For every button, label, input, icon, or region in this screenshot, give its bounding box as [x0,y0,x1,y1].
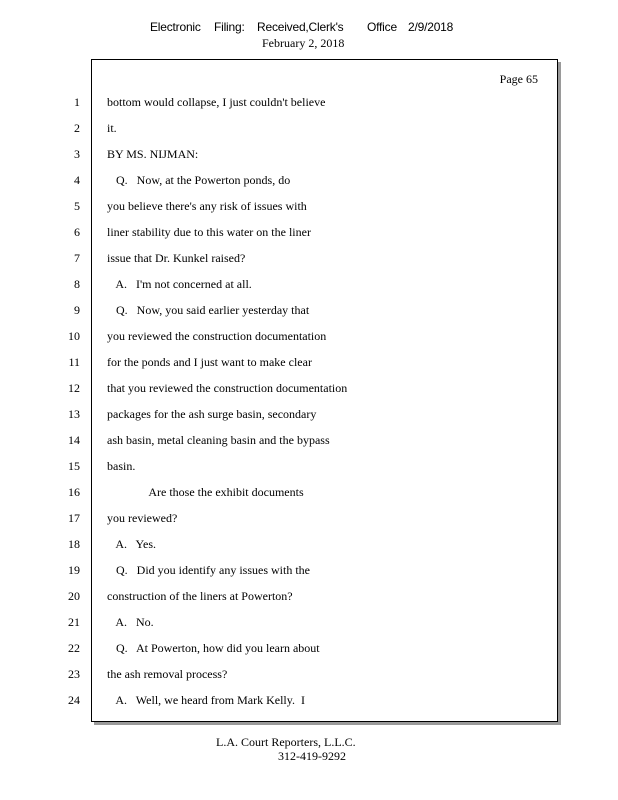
line-text: Q. Now, at the Powerton ponds, do [107,173,291,187]
line-text: that you reviewed the construction documentation [107,381,348,395]
transcript-line [0,276,618,292]
stamp-word: Filing: [214,20,245,34]
line-number: 15 [68,459,80,473]
line-text: A. Well, we heard from Mark Kelly. I [107,693,305,707]
transcript-line [0,302,618,318]
page-number: Page 65 [499,72,538,86]
line-number: 14 [68,433,80,447]
transcript-line [0,536,618,552]
line-text: A. Yes. [107,537,157,551]
transcript-line [0,198,618,214]
line-number: 8 [74,277,80,291]
transcript-line [0,692,618,708]
line-text: you believe there's any risk of issues with [107,199,307,213]
line-text: Are those the exhibit documents [107,485,304,499]
line-number: 4 [74,173,80,187]
line-number: 19 [68,563,80,577]
line-text: Q. Did you identify any issues with the [107,563,310,577]
line-text: Q. At Powerton, how did you learn about [107,641,320,655]
line-text: bottom would collapse, I just couldn't believe [107,95,326,109]
stamp-word: Received,Clerk's [257,20,344,34]
transcript-line [0,588,618,604]
line-number: 12 [68,381,80,395]
transcript-line [0,562,618,578]
reporter-firm: L.A. Court Reporters, L.L.C. [216,735,356,749]
transcript-line [0,484,618,500]
electronic-filing-stamp [0,20,618,36]
line-text: you reviewed the construction documentation [107,329,327,343]
line-text: issue that Dr. Kunkel raised? [107,251,246,265]
transcript-line [0,120,618,136]
transcript-line [0,666,618,682]
transcript-line [0,640,618,656]
stamp-word: Electronic [150,20,201,34]
line-text: construction of the liners at Powerton? [107,589,293,603]
line-number: 22 [68,641,80,655]
line-number: 3 [74,147,80,161]
reporter-phone: 312-419-9292 [278,749,346,763]
line-number: 11 [68,355,80,369]
stamp-date: 2/9/2018 [408,20,454,34]
line-number: 1 [74,95,80,109]
transcript-line [0,380,618,396]
transcript-line [0,614,618,630]
line-text: A. I'm not concerned at all. [107,277,252,291]
line-number: 5 [74,199,80,213]
line-text: packages for the ash surge basin, secondary [107,407,317,421]
line-number: 21 [68,615,80,629]
filed-date: February 2, 2018 [262,36,345,50]
line-number: 9 [74,303,80,317]
line-text: A. No. [107,615,154,629]
transcript-line [0,146,618,162]
transcript-line [0,172,618,188]
transcript-line [0,94,618,110]
line-number: 2 [74,121,80,135]
line-text: BY MS. NIJMAN: [107,147,199,161]
transcript-line [0,354,618,370]
line-text: it. [107,121,117,135]
line-number: 18 [68,537,80,551]
line-text: liner stability due to this water on the liner [107,225,311,239]
line-number: 7 [74,251,80,265]
transcript-line [0,328,618,344]
line-number: 16 [68,485,80,499]
line-number: 6 [74,225,80,239]
line-text: Q. Now, you said earlier yesterday that [107,303,310,317]
line-text: the ash removal process? [107,667,228,681]
line-number: 17 [68,511,80,525]
line-number: 10 [68,329,80,343]
transcript-line [0,432,618,448]
line-text: you reviewed? [107,511,178,525]
transcript-line [0,224,618,240]
line-number: 20 [68,589,80,603]
stamp-word: Office [367,20,397,34]
transcript-line [0,510,618,526]
line-number: 24 [68,693,80,707]
line-text: basin. [107,459,136,473]
line-number: 23 [68,667,80,681]
transcript-line [0,406,618,422]
line-number: 13 [68,407,80,421]
transcript-line [0,458,618,474]
line-text: ash basin, metal cleaning basin and the bypass [107,433,330,447]
transcript-line [0,250,618,266]
line-text: for the ponds and I just want to make clear [107,355,312,369]
